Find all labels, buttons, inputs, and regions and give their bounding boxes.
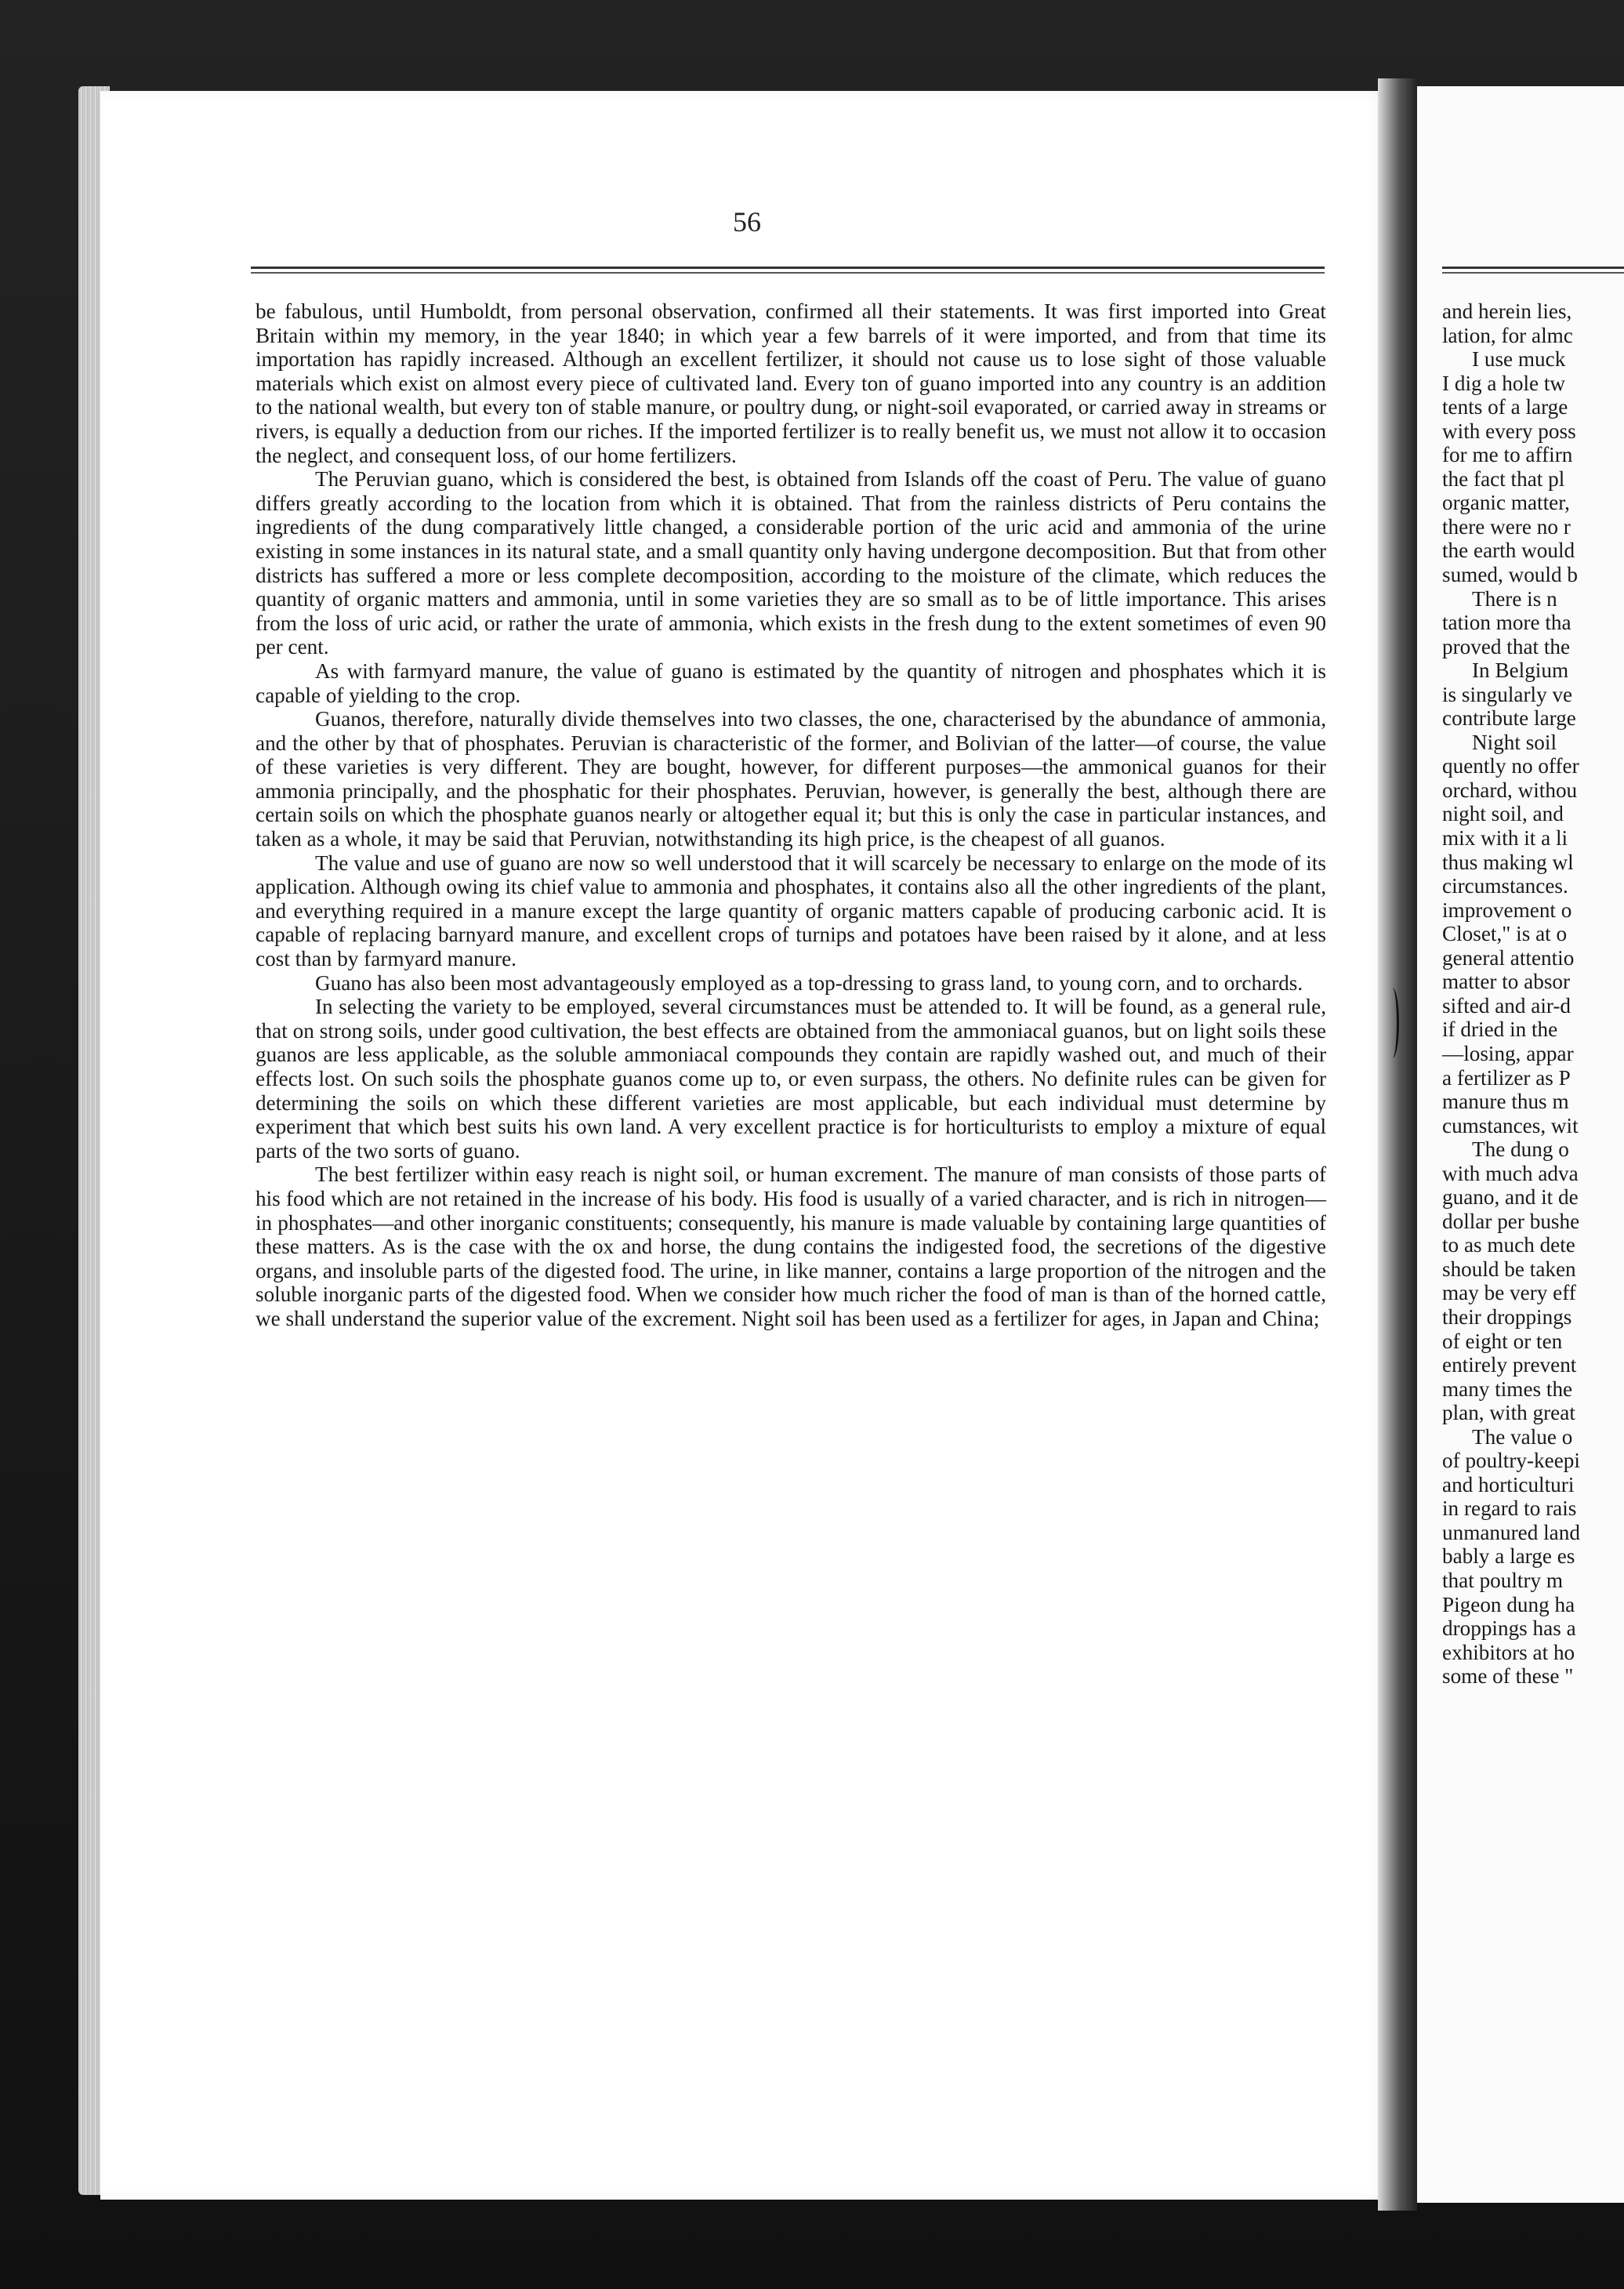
paragraph: In selecting the variety to be employed, several circumstances must be attended to. It will be found, as a general rule, that on strong soils, under good cultivation, the best effects are obtained from the ammoniacal guanos, but on light soils these guanos are less applicable, as the soluble ammoniacal compounds they contain are rapidly washed out, and much of their effects lost. On such soils the phosphate guanos come up to, or even surpass, the others. No definite rules can be given for determining the soils on which these different varieties are most applicable, but each individual must determine by experiment that which best suits his own land. A very excellent practice is for horticulturists to employ a mixture of equal parts of the two sorts of guano. (256, 995, 1326, 1163)
right-page-line: a fertilizer as P (1442, 1065, 1571, 1090)
right-page-line: general attentio (1442, 945, 1575, 970)
right-page-line: I dig a hole tw (1442, 371, 1566, 395)
header-rule (251, 267, 1325, 278)
right-page-text (1442, 299, 1624, 1689)
right-page-line: proved that the (1442, 634, 1571, 658)
right-page-line: their droppings (1442, 1304, 1572, 1329)
right-page-line: in regard to rais (1442, 1496, 1577, 1521)
paragraph: Guanos, therefore, naturally divide themselves into two classes, the one, characterised by the abundance of ammonia, and the other by that of phosphates. Peruvian is characteristic of the former, and Bolivian of the latter—of course, the value of these varieties is very different. They are bought, however, for different purposes—the ammonical guanos for their ammonia principally, and the phosphatic for their phosphates. Peruvian, however, is generally the best, although there are certain soils on which the phosphate guanos nearly or altogether equal it; but this is only the case in particular instances, and taken as a whole, it may be said that Peruvian, notwithstanding its high price, is the cheapest of all guanos. (256, 707, 1326, 851)
right-page-line: to as much dete (1442, 1233, 1575, 1257)
right-page-line: some of these " (1442, 1664, 1574, 1689)
body-text (256, 299, 1326, 1331)
right-page-line: organic matter, (1442, 491, 1570, 515)
right-page-line: quently no offer (1442, 754, 1579, 778)
right-page-line: There is n (1472, 586, 1557, 611)
right-page-line: of poultry-keepi (1442, 1449, 1580, 1473)
right-page-line: unmanured land (1442, 1520, 1580, 1544)
paragraph: As with farmyard manure, the value of guano is estimated by the quantity of nitrogen and phosphates which it is capable of yielding to the crop. (256, 658, 1326, 707)
right-page-line: matter to absor (1442, 970, 1571, 994)
right-page-line: the fact that pl (1442, 466, 1565, 491)
right-page-line: entirely prevent (1442, 1353, 1577, 1377)
right-page-line: manure thus m (1442, 1090, 1569, 1114)
right-page-line: sifted and air-d (1442, 993, 1571, 1018)
right-page-line: with every poss (1442, 419, 1576, 443)
right-page (1417, 86, 1624, 2203)
paragraph: The Peruvian guano, which is considered the best, is obtained from Islands off the coast of Peru. The value of guano differs greatly according to the location from which it is obtained. That from the rainless districts of Peru contains the ingredients of the dung comparatively little changed, a considerable portion of the uric acid and ammonia of the urine existing in some instances in its natural state, and a small quantity only having undergone decomposition. But that from other districts has suffered a more or less complete decomposition, according to the moisture of the climate, which reduces the quantity of organic matters and ammonia, until in some varieties they are so small as to be of little importance. This arises from the loss of uric acid, or rather the urate of ammonia, which exists in the fresh dung to the extent sometimes of even 90 per cent. (256, 467, 1326, 659)
right-page-line: the earth would (1442, 539, 1575, 563)
right-page-line: many times the (1442, 1377, 1573, 1401)
paragraph: The value and use of guano are now so well understood that it will scarcely be necessary to enlarge on the mode of its application. Although owing its chief value to ammonia and phosphates, it contains also all the other ingredients of the plant, and everything required in a manure except the large quantity of organic matters capable of producing carbonic acid. It is capable of replacing barnyard manure, and excellent crops of turnips and potatoes have been raised by it alone, and at less cost than by farmyard manure. (256, 851, 1326, 971)
right-page-line: —losing, appar (1442, 1041, 1574, 1065)
right-page-line: that poultry m (1442, 1568, 1564, 1592)
right-page-line: thus making wl (1442, 850, 1574, 874)
right-page-line: sumed, would b (1442, 563, 1578, 587)
right-page-line: and horticulturi (1442, 1472, 1575, 1496)
book-gutter (1378, 78, 1417, 2211)
right-page-line: guano, and it de (1442, 1185, 1579, 1210)
right-header-rule (1442, 267, 1624, 276)
right-page-line: The value o (1472, 1424, 1573, 1449)
paragraph: The best fertilizer within easy reach is night soil, or human excrement. The manure of man consists of those parts of his food which are not retained in the increase of his body. His food is usually of a varied character, and is rich in nitrogen—in phosphates—and other inorganic constituents; consequently, his manure is made valuable by containing large quantities of these matters. As is the case with the ox and horse, the dung contains the indigested food, the secretions of the digestive organs, and insoluble parts of the digested food. The urine, in like manner, contains a large proportion of the nitrogen and the soluble inorganic parts of the digested food. When we consider how much richer the food of man is than of the horned cattle, we shall understand the superior value of the excrement. Night soil has been used as a fertilizer for ages, in Japan and China; (256, 1163, 1326, 1330)
paragraph: Guano has also been most advantageously employed as a top-dressing to grass land, to young corn, and to orchards. (315, 970, 1303, 995)
right-page-line: plan, with great (1442, 1401, 1575, 1425)
right-page-line: of eight or ten (1442, 1329, 1563, 1353)
right-page-line: exhibitors at ho (1442, 1640, 1575, 1664)
right-page-line: tation more tha (1442, 611, 1571, 635)
right-page-line: Pigeon dung ha (1442, 1592, 1575, 1616)
paragraph: be fabulous, until Humboldt, from personal observation, confirmed all their statements. It was first imported into Great Britain within my memory, in the year 1840; in which year a few barrels of it were imported, and from that time its importation has rapidly increased. Although an excellent fertilizer, it should not cause us to lose sight of those valuable materials which exist on almost every piece of cultivated land. Every ton of guano imported into any country is an addition to the national wealth, but every ton of stable manure, or poultry dung, or night-soil evaporated, or carried away in streams or rivers, is equally a deduction from our riches. If the imported fertilizer is to really benefit us, we must not allow it to occasion the neglect, and consequent loss, of our home fertilizers. (256, 299, 1326, 467)
right-page-line: I use muck (1472, 347, 1566, 372)
right-page-line: tents of a large (1442, 395, 1568, 419)
right-page-line: mix with it a li (1442, 826, 1568, 851)
right-page-line: droppings has a (1442, 1616, 1576, 1641)
page-number: 56 (733, 206, 761, 238)
right-page-line: contribute large (1442, 706, 1576, 731)
right-page-line: night soil, and (1442, 802, 1564, 826)
right-page-line: with much adva (1442, 1161, 1579, 1185)
right-page-line: there were no r (1442, 514, 1571, 539)
right-page-line: cumstances, wit (1442, 1113, 1579, 1137)
right-page-line: may be very eff (1442, 1281, 1576, 1305)
right-page-line: for me to affirn (1442, 443, 1573, 467)
right-page-line: if dried in the (1442, 1018, 1558, 1042)
right-page-line: Closet," is at o (1442, 922, 1568, 946)
right-page-line: is singularly ve (1442, 682, 1573, 706)
right-page-line: and herein lies, (1442, 299, 1572, 323)
binding-curve-icon (1386, 988, 1399, 1058)
right-page-line: Night soil (1472, 730, 1557, 754)
right-page-line: circumstances. (1442, 874, 1568, 898)
right-page-line: orchard, withou (1442, 778, 1578, 802)
right-page-line: improvement o (1442, 898, 1572, 922)
right-page-line: lation, for almc (1442, 323, 1573, 347)
right-page-line: In Belgium (1472, 658, 1569, 683)
right-page-line: bably a large es (1442, 1544, 1575, 1569)
right-page-line: The dung o (1472, 1137, 1569, 1162)
right-page-line: should be taken (1442, 1257, 1576, 1281)
right-page-line: dollar per bushe (1442, 1209, 1580, 1233)
